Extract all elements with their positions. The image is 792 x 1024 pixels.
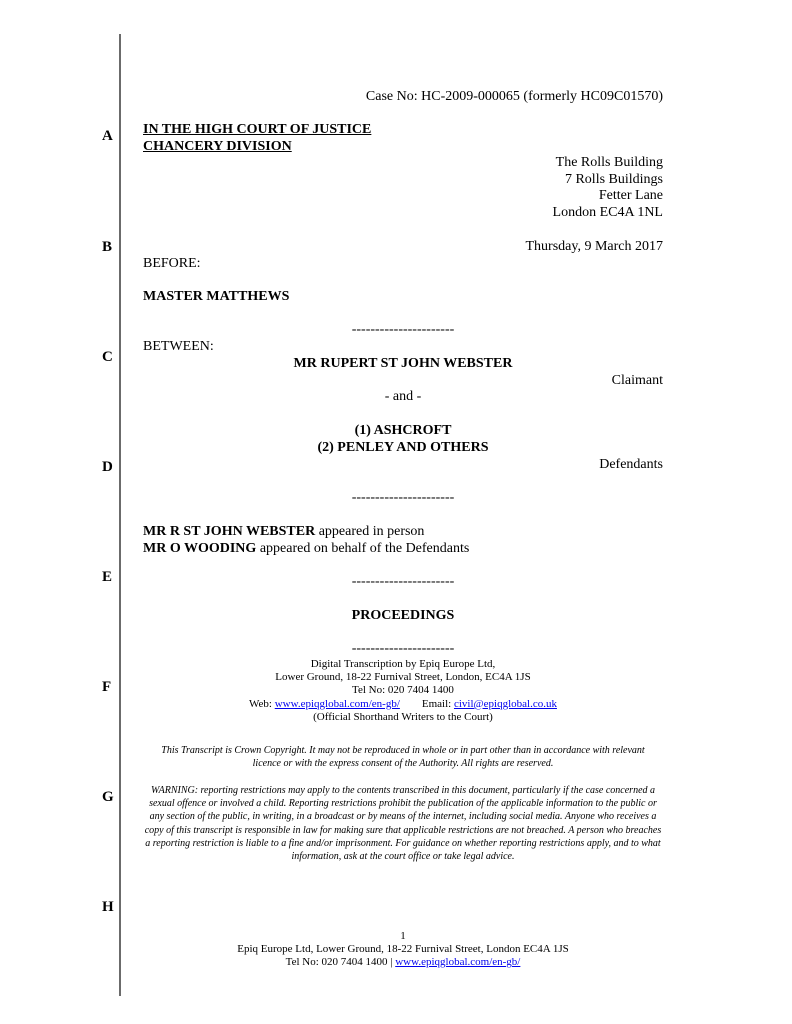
- footer-tel: Tel No: 020 7404 1400 |: [285, 956, 396, 969]
- defendants-role: Defendants: [599, 457, 663, 472]
- email-label: Email:: [421, 697, 454, 710]
- separator: ----------------------: [351, 322, 455, 337]
- and-text: - and -: [384, 389, 422, 404]
- claimant-role: Claimant: [611, 373, 663, 388]
- margin-letter-d: D: [102, 459, 113, 475]
- margin-letter-e: E: [102, 569, 113, 585]
- copyright-notice: This Transcript is Crown Copyright. It may not be reproduced in whole or in part other than in accordance with relevant licence or with the express consent of the Authority. All rights are reserved.: [161, 745, 645, 770]
- court-division: CHANCERY DIVISION: [143, 138, 292, 154]
- defendant-one: (1) ASHCROFT: [354, 423, 452, 438]
- transcription-tel: Tel No: 020 7404 1400: [352, 684, 454, 697]
- address-line: London EC4A 1NL: [552, 205, 663, 221]
- margin-letter-c: C: [102, 349, 113, 365]
- transcription-company: Digital Transcription by Epiq Europe Ltd,: [310, 658, 496, 670]
- margin-letter-h: H: [102, 899, 114, 915]
- court-name: IN THE HIGH COURT OF JUSTICE: [143, 122, 372, 137]
- appearance-line: [143, 541, 663, 558]
- defendant-two: (2) PENLEY AND OTHERS: [317, 440, 489, 455]
- official-writers: (Official Shorthand Writers to the Court): [313, 710, 493, 723]
- appearance-name: MR R ST JOHN WEBSTER: [143, 524, 316, 539]
- appearance-text: appeared on behalf of the Defendants: [256, 540, 470, 556]
- margin-letter-a: A: [102, 128, 113, 144]
- page-number: 1: [400, 930, 406, 942]
- hearing-date: Thursday, 9 March 2017: [525, 239, 663, 254]
- appearance-text: appeared in person: [315, 524, 425, 539]
- warning-notice: WARNING: reporting restrictions may apply to the contents transcribed in this document, particularly if the case concerned a sexual offence or involved a child. Reporting restrictions prohibit the publication of the applicable information to the public or any section of the public, in writing, in a broadcast or by means of the internet, including social media. Anyone who receives a copy of this transcript is responsible in law for making sure that applicable restrictions are not breached. A person who breaches a reporting restriction is liable to a fine and/or imprisonment. For guidance on whether reporting restrictions apply, and to what information, ask at the court office or take legal advice.: [144, 785, 662, 863]
- separator: ----------------------: [351, 490, 455, 505]
- website-link[interactable]: www.epiqglobal.com/en-gb/: [274, 697, 400, 710]
- footer-website-link[interactable]: www.epiqglobal.com/en-gb/: [395, 956, 521, 969]
- separator: ----------------------: [351, 641, 455, 656]
- before-label: BEFORE:: [143, 256, 201, 271]
- web-label: Web:: [249, 697, 275, 710]
- court-heading: [143, 122, 663, 155]
- judge-name: MASTER MATTHEWS: [143, 289, 290, 304]
- email-link[interactable]: civil@epiqglobal.co.uk: [453, 697, 557, 710]
- claimant-name: MR RUPERT ST JOHN WEBSTER: [293, 356, 513, 371]
- page-footer: [143, 930, 663, 970]
- margin-letter-f: F: [102, 679, 112, 695]
- margin-letter-b: B: [102, 239, 113, 255]
- address-line: Fetter Lane: [598, 188, 663, 204]
- margin-line: [119, 34, 121, 996]
- appearance-line: [143, 524, 663, 541]
- appearance-name: MR O WOODING: [143, 540, 257, 556]
- transcription-details: [143, 658, 663, 724]
- footer-address: Epiq Europe Ltd, Lower Ground, 18-22 Furnival Street, London EC4A 1JS: [237, 943, 569, 956]
- transcription-contacts: [143, 698, 663, 711]
- proceedings-title: PROCEEDINGS: [351, 608, 455, 623]
- separator: ----------------------: [351, 574, 455, 589]
- margin-letter-g: G: [102, 789, 114, 805]
- transcription-address: Lower Ground, 18-22 Furnival Street, London, EC4A 1JS: [275, 671, 531, 684]
- address-line: 7 Rolls Buildings: [564, 171, 663, 187]
- court-address: [143, 155, 663, 222]
- between-label: BETWEEN:: [143, 339, 214, 354]
- case-number: Case No: HC-2009-000065 (formerly HC09C01570): [365, 89, 663, 104]
- appearances: [143, 524, 663, 557]
- footer-contact: [143, 956, 663, 969]
- address-line: The Rolls Building: [555, 155, 663, 170]
